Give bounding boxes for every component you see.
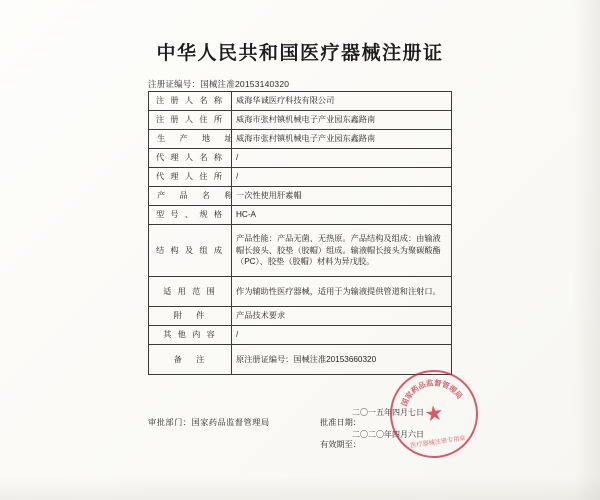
table-row xyxy=(149,225,452,277)
row-value: 原注册证编号：国械注准20153660320 xyxy=(232,345,452,375)
row-label: 附 件 xyxy=(149,307,232,326)
official-seal-icon xyxy=(384,364,483,463)
table-row xyxy=(149,168,452,187)
row-value: 威海市张村镇机械电子产业园东鑫路南 xyxy=(232,130,452,149)
approval-dept-value: 国家药品监督管理局 xyxy=(191,418,270,427)
table-row xyxy=(149,307,452,326)
row-label: 备 注 xyxy=(149,345,232,375)
seal-star: ★ xyxy=(423,401,445,427)
approval-dept-label: 审批部门： xyxy=(148,418,192,427)
table-row xyxy=(149,206,452,225)
approval-dept xyxy=(148,417,270,428)
row-label: 注 册 人 名 称 xyxy=(149,92,232,111)
row-value: / xyxy=(232,326,452,345)
table-row xyxy=(149,277,452,307)
row-value: 威海市张村镇机械电子产业园东鑫路南 xyxy=(232,111,452,130)
row-value: 一次性使用肝素帽 xyxy=(232,187,452,206)
footer-spacer xyxy=(148,439,270,448)
table-row xyxy=(149,187,452,206)
footer-left xyxy=(148,417,270,448)
table-row xyxy=(149,345,452,375)
registration-number: 注册证编号：国械注准20153140320 xyxy=(148,79,290,89)
row-label: 适 用 范 围 xyxy=(149,277,232,307)
row-label: 代 理 人 名 称 xyxy=(149,149,232,168)
scan-edge-shadow-right xyxy=(574,0,600,500)
row-value: 威海华诚医疗科技有限公司 xyxy=(232,92,452,111)
row-value: / xyxy=(232,149,452,168)
certificate-table xyxy=(148,91,452,375)
approval-date-label: 批准日期： xyxy=(320,418,361,427)
row-label: 其 他 内 容 xyxy=(149,326,232,345)
valid-until-value: 二〇二〇年四月六日 xyxy=(352,430,424,439)
scan-edge-shadow-bottom xyxy=(0,476,600,500)
row-label: 注 册 人 住 所 xyxy=(149,111,232,130)
row-label: 结 构 及 组 成 xyxy=(149,225,232,277)
seal-ring-text: 国 家 药 品 监 督 管 理 局 xyxy=(399,378,465,408)
row-value: HC-A xyxy=(232,206,452,225)
row-label: 产 品 名 称 xyxy=(149,187,232,206)
table-row xyxy=(149,326,452,345)
page-title: 中华人民共和国医疗器械注册证 xyxy=(156,42,444,64)
row-value: 产品性能：产品无菌、无热原。产品结构及组成：由输液帽长接头、胶垫（胶帽）组成。输液帽长接头为聚碳酸酯（PC）、胶垫（胶帽）材料为异戊胶。 xyxy=(232,225,452,277)
seal-bottom-text: 医疗器械注册专用章 xyxy=(409,434,467,450)
table-row xyxy=(149,92,452,111)
approval-date-value: 二〇一五年四月七日 xyxy=(352,408,424,417)
table-row xyxy=(149,130,452,149)
valid-until-label: 有效期至： xyxy=(320,440,361,449)
row-label: 生 产 地 址 xyxy=(149,130,232,149)
table-row xyxy=(149,111,452,130)
row-value: / xyxy=(232,168,452,187)
row-value: 作为辅助性医疗器械，适用于为输液提供管道和注射口。 xyxy=(232,277,452,307)
row-label: 型 号 、 规 格 xyxy=(149,206,232,225)
table-row xyxy=(149,149,452,168)
row-label: 代 理 人 住 所 xyxy=(149,168,232,187)
row-value: 产品技术要求 xyxy=(232,307,452,326)
